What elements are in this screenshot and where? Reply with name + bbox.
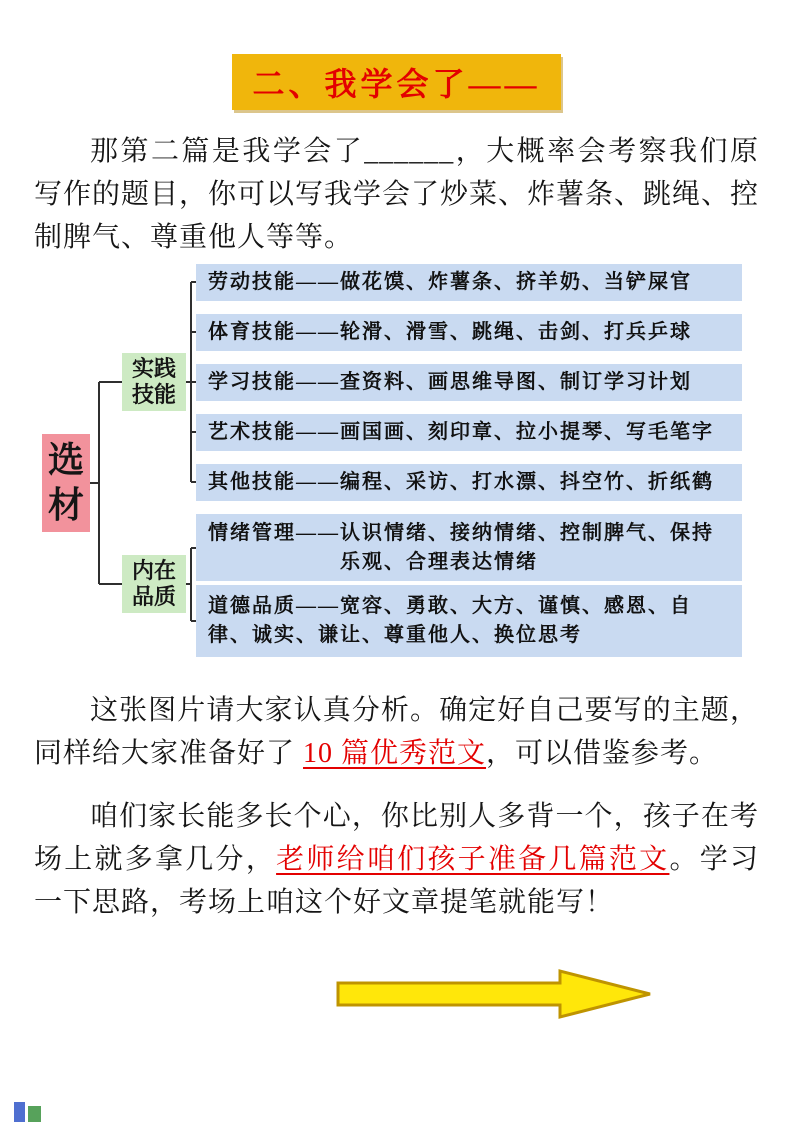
advice-text-end: 。学习一下思路，考场上咱这个好文章提笔就能写！ xyxy=(34,844,759,918)
advice-text-start: 咱们家长能多长个心，你比别人多背一个，孩子在考场上就多拿几分， xyxy=(34,801,759,875)
skill-box-labor xyxy=(196,264,742,301)
skill-box-text: 学习技能——查资料、画思维导图、制订学习计划 xyxy=(208,371,692,393)
skill-box-text: 体育技能——轮滑、滑雪、跳绳、击剑、打兵乒球 xyxy=(208,321,692,343)
section-title: 二、我学会了—— xyxy=(232,54,560,110)
highlight-sample-essays: 10 篇优秀范文 xyxy=(303,738,487,769)
intro-text: 那第二篇是我学会了______，大概率会考察我们原写作的题目，你可以写我学会了炒菜、炸薯条、跳绳、控制脾气、尊重他人等等。 xyxy=(34,136,760,253)
page-edge-artifact-green xyxy=(28,1106,41,1122)
branch-inner-qualities: 内在品质 xyxy=(122,555,186,613)
page-edge-artifact-blue xyxy=(14,1102,25,1122)
quality-box-text: 道德品质——宽容、勇敢、大方、谨慎、感恩、自律、诚实、谦让、尊重他人、换位思考 xyxy=(208,595,692,646)
arrow-shape xyxy=(338,971,650,1017)
analysis-text-start: 这张图片请大家认真分析。确定好自己要写的主题，同样给大家准备好了 xyxy=(34,695,759,769)
quality-box-text: 情绪管理——认识情绪、接纳情绪、控制脾气、保持乐观、合理表达情绪 xyxy=(208,521,714,573)
quality-box-moral xyxy=(196,585,742,657)
skill-box-sports xyxy=(196,314,742,351)
next-arrow-row xyxy=(336,968,793,1020)
mindmap-diagram xyxy=(40,259,752,663)
skill-box-study xyxy=(196,364,742,401)
advice-paragraph xyxy=(34,795,759,924)
analysis-text-end: ，可以借鉴参考。 xyxy=(486,738,719,769)
skill-box-text: 其他技能——编程、采访、打水漂、抖空竹、折纸鹤 xyxy=(208,471,714,493)
skill-box-text: 艺术技能——画国画、刻印章、拉小提琴、写毛笔字 xyxy=(208,421,714,443)
quality-box-emotion xyxy=(196,514,742,581)
skill-box-other xyxy=(196,464,742,501)
analysis-paragraph xyxy=(34,689,759,775)
highlight-teacher-essays: 老师给咱们孩子准备几篇范文 xyxy=(276,844,670,875)
skill-box-text: 劳动技能——做花馍、炸薯条、挤羊奶、当铲屎官 xyxy=(208,271,692,293)
skill-box-art xyxy=(196,414,742,451)
intro-paragraph xyxy=(34,130,759,259)
title-row xyxy=(0,0,793,110)
root-node-topic: 选材 xyxy=(42,434,90,532)
branch-practical-skills: 实践技能 xyxy=(122,353,186,411)
next-arrow-icon xyxy=(336,968,654,1020)
